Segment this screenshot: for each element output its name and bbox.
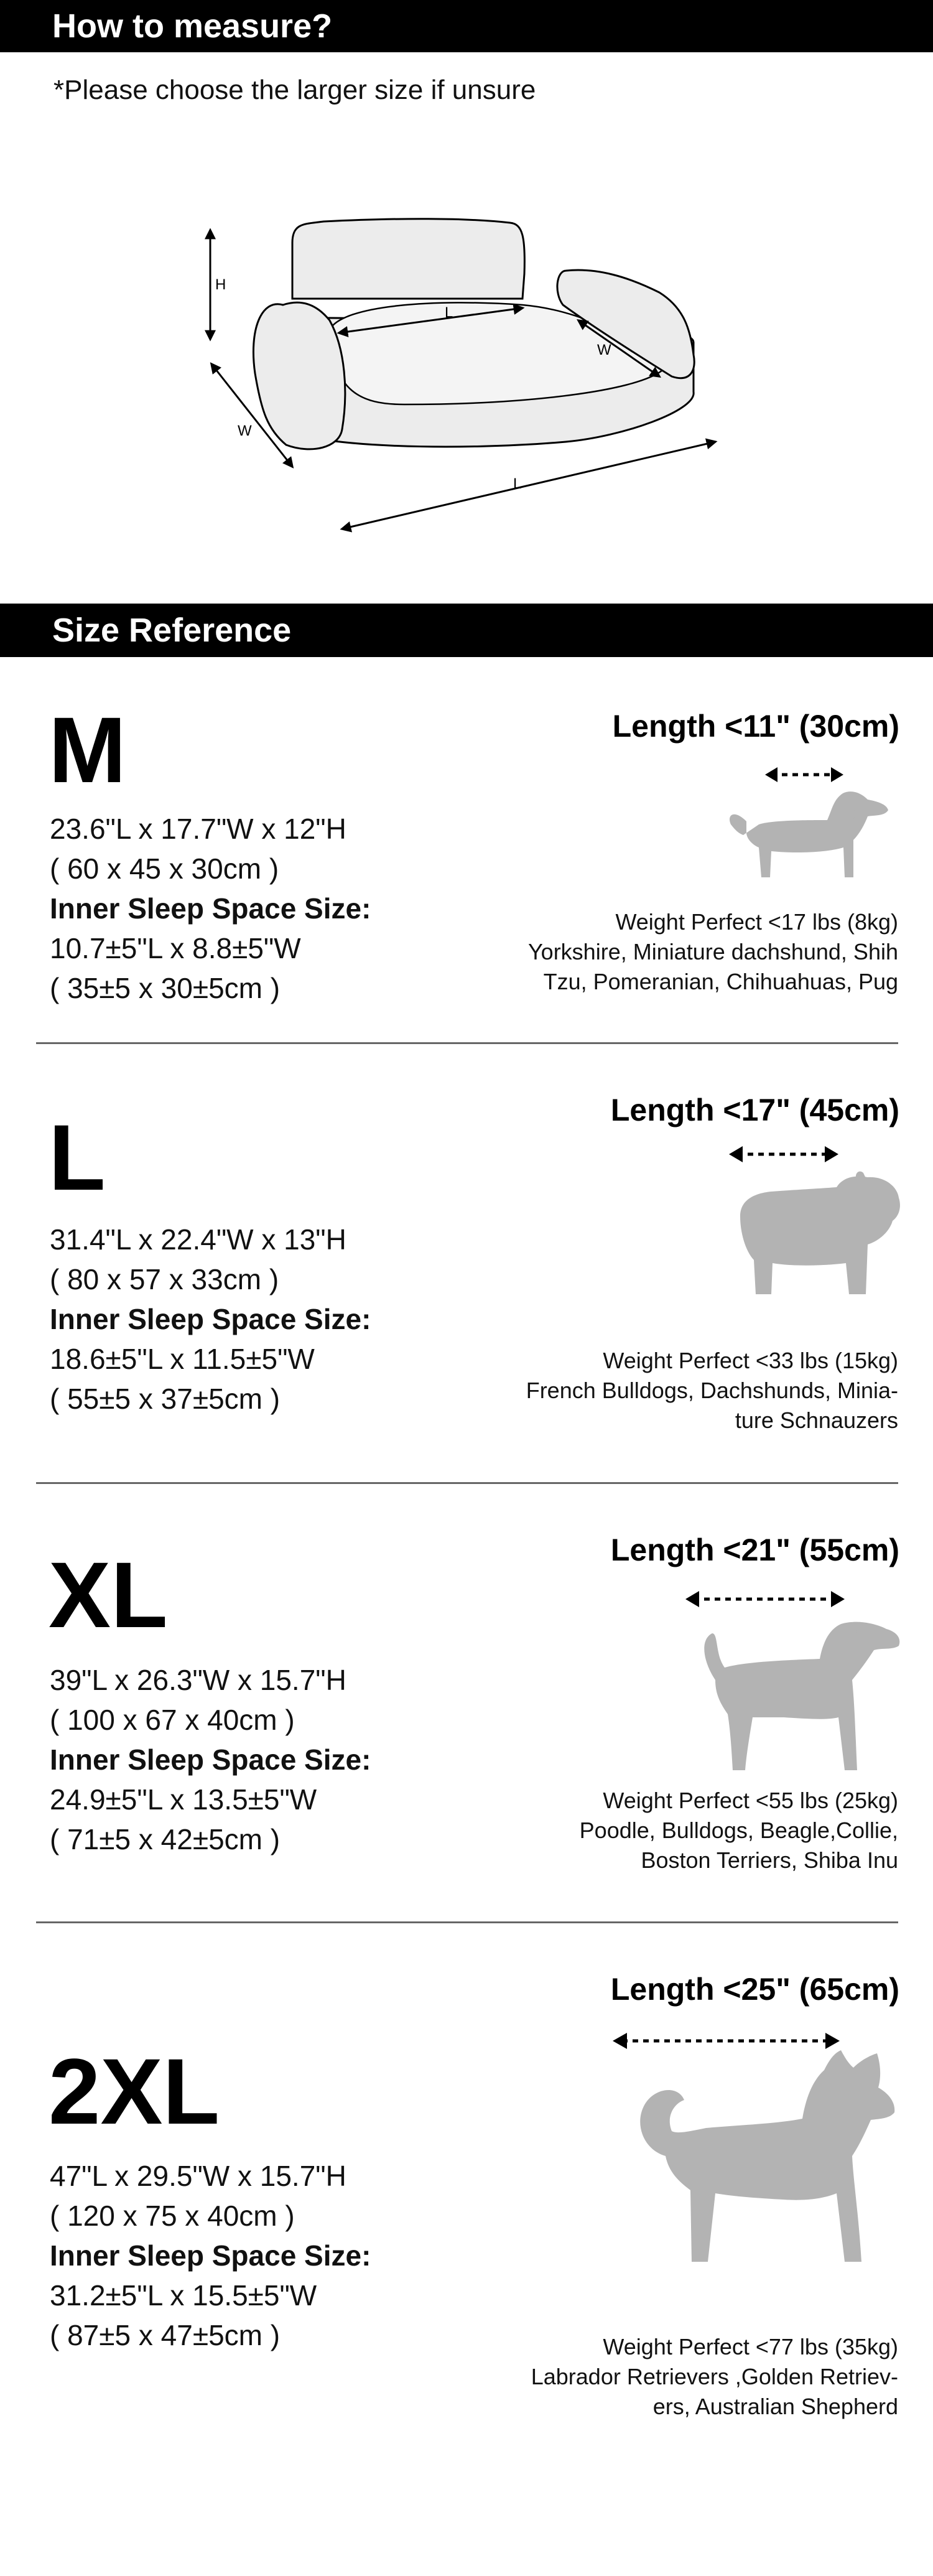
size-note: *Please choose the larger size if unsure <box>53 75 536 105</box>
size-label: 2XL <box>49 2039 220 2144</box>
outer-length-label: L <box>513 475 522 492</box>
height-label: H <box>215 276 226 293</box>
bed-left-cushion <box>253 302 345 449</box>
inner-size-cm: ( 35±5 x 30±5cm ) <box>50 972 281 1004</box>
size-dimensions <box>50 1660 371 1859</box>
dog-length-label: Length <11" (30cm) <box>612 709 899 744</box>
inner-size-in: 24.9±5"L x 13.5±5"W <box>50 1783 317 1816</box>
section-divider <box>36 1921 898 1923</box>
outer-size-cm: ( 100 x 67 x 40cm ) <box>50 1704 295 1736</box>
inner-length-label: L <box>445 304 453 321</box>
weight-line: Weight Perfect <33 lbs (15kg) <box>603 1348 898 1373</box>
inner-size-title: Inner Sleep Space Size: <box>50 892 371 925</box>
inner-width-label: W <box>597 342 611 358</box>
section-divider <box>36 1042 898 1044</box>
outer-size-in: 39"L x 26.3"W x 15.7"H <box>50 1664 346 1696</box>
bed-measurement-diagram <box>199 205 728 548</box>
inner-size-in: 31.2±5"L x 15.5±5"W <box>50 2279 317 2312</box>
dog-length-label: Length <17" (45cm) <box>610 1093 899 1127</box>
breed-line: Labrador Retrievers ,Golden Retriev- <box>531 2364 898 2389</box>
large-dog-icon <box>597 2025 908 2287</box>
bed-back-cushion <box>292 219 524 299</box>
dog-length-label: Length <25" (65cm) <box>610 1972 899 2007</box>
outer-width-label: W <box>238 422 252 439</box>
inner-size-in: 10.7±5"L x 8.8±5"W <box>50 932 301 964</box>
weight-recommendation <box>425 2332 898 2422</box>
breed-line: French Bulldogs, Dachshunds, Minia- <box>526 1378 898 1403</box>
how-to-measure-title: How to measure? <box>52 7 333 45</box>
how-to-measure-header <box>0 0 933 52</box>
inner-size-cm: ( 87±5 x 47±5cm ) <box>50 2319 281 2351</box>
inner-size-cm: ( 71±5 x 42±5cm ) <box>50 1823 281 1855</box>
inner-size-title: Inner Sleep Space Size: <box>50 1303 371 1335</box>
dog-length-label: Length <21" (55cm) <box>610 1533 899 1567</box>
inner-size-title: Inner Sleep Space Size: <box>50 1743 371 1776</box>
size-dimensions <box>50 2156 371 2355</box>
weight-line: Weight Perfect <55 lbs (25kg) <box>603 1788 898 1813</box>
inner-size-title: Inner Sleep Space Size: <box>50 2239 371 2272</box>
breed-line: ers, Australian Shepherd <box>652 2394 898 2419</box>
breed-line: Poodle, Bulldogs, Beagle,Collie, <box>579 1818 898 1843</box>
breed-line: Tzu, Pomeranian, Chihuahuas, Pug <box>543 969 898 994</box>
medium-dog-icon <box>678 1580 908 1786</box>
breed-line: Yorkshire, Miniature dachshund, Shih <box>527 939 898 964</box>
size-reference-header <box>0 604 933 657</box>
weight-recommendation <box>425 1346 898 1435</box>
outer-length-arrow <box>342 442 715 529</box>
weight-line: Weight Perfect <17 lbs (8kg) <box>615 909 898 935</box>
weight-line: Weight Perfect <77 lbs (35kg) <box>603 2334 898 2359</box>
size-dimensions <box>50 809 371 1008</box>
outer-size-cm: ( 120 x 75 x 40cm ) <box>50 2200 295 2232</box>
breed-line: ture Schnauzers <box>735 1407 898 1433</box>
size-reference-title: Size Reference <box>52 612 292 649</box>
outer-size-in: 31.4"L x 22.4"W x 13"H <box>50 1223 346 1256</box>
size-label: L <box>49 1105 106 1210</box>
size-dimensions <box>50 1220 371 1419</box>
inner-size-cm: ( 55±5 x 37±5cm ) <box>50 1383 281 1415</box>
size-label: M <box>49 698 126 802</box>
weight-recommendation <box>425 907 898 997</box>
outer-size-cm: ( 80 x 57 x 33cm ) <box>50 1263 279 1295</box>
outer-size-in: 23.6"L x 17.7"W x 12"H <box>50 813 346 845</box>
dachshund-icon <box>722 765 908 890</box>
weight-recommendation <box>425 1786 898 1875</box>
section-divider <box>36 1482 898 1484</box>
outer-size-cm: ( 60 x 45 x 30cm ) <box>50 852 279 885</box>
breed-line: Boston Terriers, Shiba Inu <box>641 1847 898 1873</box>
size-label: XL <box>49 1542 168 1647</box>
bulldog-icon <box>722 1139 908 1307</box>
outer-size-in: 47"L x 29.5"W x 15.7"H <box>50 2160 346 2192</box>
inner-size-in: 18.6±5"L x 11.5±5"W <box>50 1343 315 1375</box>
